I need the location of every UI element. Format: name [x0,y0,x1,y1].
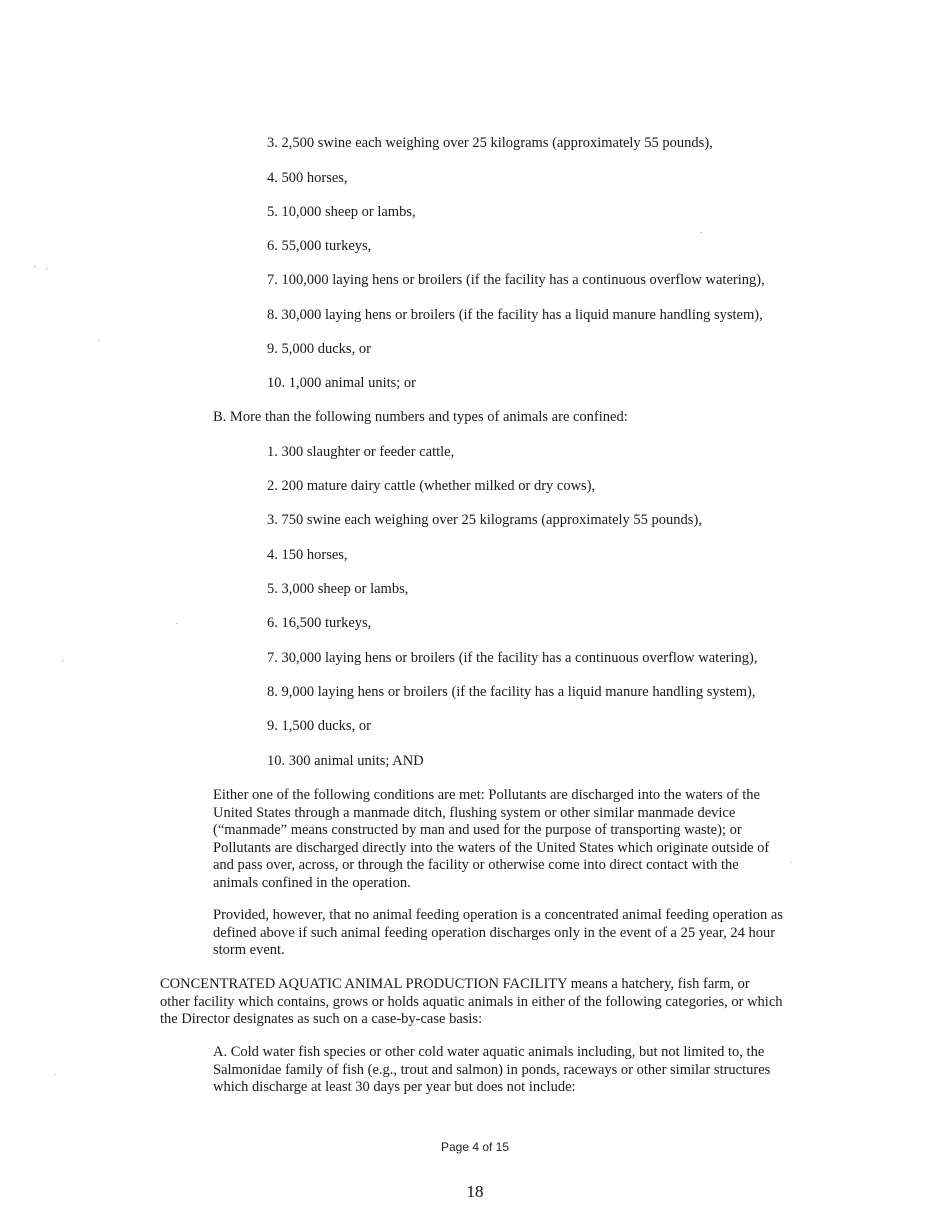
list-item: 4. 150 horses, [267,547,348,563]
scan-speck [790,862,792,863]
list-item: 5. 10,000 sheep or lambs, [267,204,416,220]
list-item: 5. 3,000 sheep or lambs, [267,581,409,597]
section-b-heading: B. More than the following numbers and types of animals are confined: [213,409,628,425]
page-number: 18 [466,1182,484,1201]
list-item: 9. 1,500 ducks, or [267,718,371,734]
list-item: 9. 5,000 ducks, or [267,341,371,357]
list-item: 6. 16,500 turkeys, [267,615,372,631]
paragraph-line: Pollutants are discharged directly into the waters of the United States which originate outside of [213,839,770,856]
scan-speck [98,340,100,341]
paragraph-line: Either one of the following conditions are met: Pollutants are discharged into the waters of the [213,787,760,803]
scan-speck [54,1074,56,1075]
list-item: 10. 1,000 animal units; or [267,375,417,391]
list-item: 10. 300 animal units; AND [267,753,424,769]
scan-speck [34,266,36,267]
list-item: 1. 300 slaughter or feeder cattle, [267,444,455,460]
list-item: 3. 750 swine each weighing over 25 kilograms (approximately 55 pounds), [267,512,702,528]
paragraph-line: defined above if such animal feeding operation discharges only in the event of a 25 year, 24 hour [213,924,776,941]
page-footer: Page 4 of 15 [440,1140,510,1154]
list-item: 6. 55,000 turkeys, [267,238,372,254]
list-item: 7. 30,000 laying hens or broilers (if the facility has a continuous overflow watering), [267,650,758,666]
paragraph-line: storm event. [213,942,285,958]
scan-speck [176,623,178,624]
list-item: 8. 9,000 laying hens or broilers (if the facility has a liquid manure handling system), [267,684,756,700]
scan-speck [62,660,64,661]
paragraph-line: the Director designates as such on a case-by-case basis: [160,1011,483,1027]
paragraph-line: A. Cold water fish species or other cold water aquatic animals including, but not limited to, the [213,1044,765,1060]
paragraph-line: CONCENTRATED AQUATIC ANIMAL PRODUCTION FACILITY means a hatchery, fish farm, or [160,976,750,992]
list-item: 7. 100,000 laying hens or broilers (if the facility has a continuous overflow watering), [267,272,765,288]
list-item: 2. 200 mature dairy cattle (whether milked or dry cows), [267,478,596,494]
list-item: 3. 2,500 swine each weighing over 25 kilograms (approximately 55 pounds), [267,135,713,151]
paragraph-line: Provided, however, that no animal feeding operation is a concentrated animal feeding operation as [213,907,783,923]
paragraph-line: animals confined in the operation. [213,874,411,891]
scan-speck [46,268,48,269]
list-item: 4. 500 horses, [267,170,348,186]
paragraph-line: Salmonidae family of fish (e.g., trout and salmon) in ponds, raceways or other similar structures [213,1061,771,1078]
scan-speck [700,232,702,233]
paragraph-line: and pass over, across, or through the facility or otherwise come into direct contact with the [213,857,739,873]
paragraph-line: which discharge at least 30 days per year but does not include: [213,1079,576,1095]
paragraph-line: other facility which contains, grows or holds aquatic animals in either of the following categories, or which [160,993,783,1010]
paragraph-line: United States through a manmade ditch, flushing system or other similar manmade device [213,804,736,821]
paragraph-line: (“manmade” means constructed by man and used for the purpose of transporting waste); or [213,822,742,838]
list-item: 8. 30,000 laying hens or broilers (if the facility has a liquid manure handling system), [267,307,763,323]
